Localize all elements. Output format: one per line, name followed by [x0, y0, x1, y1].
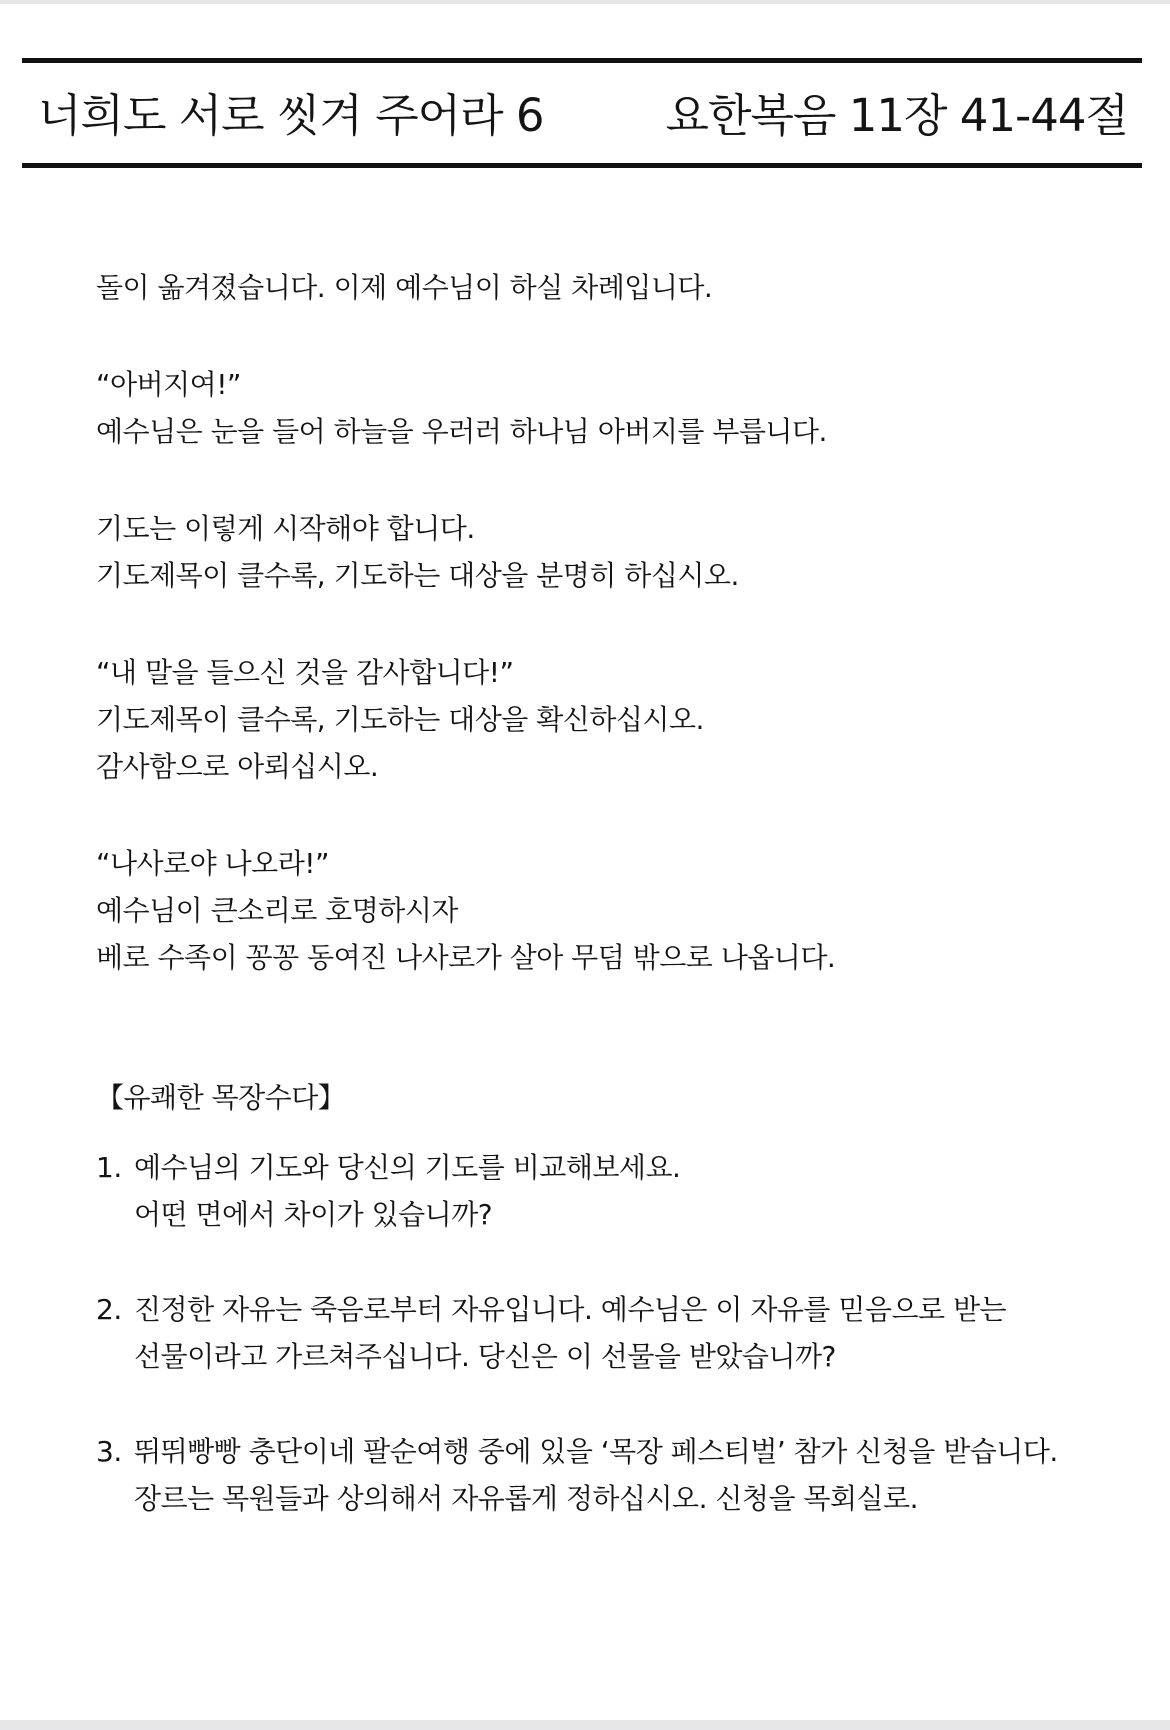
text-line: 예수님이 큰소리로 호명하시자	[96, 894, 458, 927]
question-line: 장르는 목원들과 상의해서 자유롭게 정하십시오. 신청을 목회실로.	[134, 1482, 919, 1515]
paragraph	[96, 361, 1096, 455]
document-page	[0, 4, 1170, 1720]
question-number: 1.	[96, 1151, 122, 1184]
question-line: 선물이라고 가르쳐주십니다. 당신은 이 선물을 받았습니까?	[134, 1340, 836, 1373]
text-line: “내 말을 들으신 것을 감사합니다!”	[96, 656, 514, 689]
scripture-reference: 요한복음 11장 41-44절	[665, 89, 1128, 142]
text-line: 돌이 옮겨졌습니다. 이제 예수님이 하실 차례입니다.	[96, 271, 713, 304]
text-line: 베로 수족이 꽁꽁 동여진 나사로가 살아 무덤 밖으로 나옵니다.	[96, 941, 836, 974]
paragraph	[96, 649, 1096, 790]
header-bottom-rule	[22, 163, 1142, 168]
text-line: 기도는 이렇게 시작해야 합니다.	[96, 512, 475, 545]
text-line: “나사로야 나오라!”	[96, 847, 329, 880]
question-number: 2.	[96, 1293, 122, 1326]
question-item	[96, 1428, 1136, 1522]
sermon-body	[96, 264, 1096, 981]
text-line: “아버지여!”	[96, 368, 241, 401]
question-line: 어떤 면에서 차이가 있습니까?	[134, 1198, 493, 1231]
question-line: 뛰뛰빵빵 충단이네 팔순여행 중에 있을 ‘목장 페스티벌’ 참가 신청을 받습니다.	[134, 1435, 1058, 1468]
question-line: 진정한 자유는 죽음로부터 자유입니다. 예수님은 이 자유를 믿음으로 받는	[134, 1293, 1007, 1326]
sermon-title: 너희도 서로 씻겨 주어라 6	[38, 89, 544, 142]
text-line: 예수님은 눈을 들어 하늘을 우러러 하나님 아버지를 부릅니다.	[96, 415, 827, 448]
question-item	[96, 1144, 1136, 1238]
section-title: 【유쾌한 목장수다】	[96, 1081, 346, 1114]
question-item	[96, 1286, 1136, 1380]
text-line: 기도제목이 클수록, 기도하는 대상을 분명히 하십시오.	[96, 559, 739, 592]
header-top-rule	[22, 58, 1142, 63]
question-line: 예수님의 기도와 당신의 기도를 비교해보세요.	[134, 1151, 681, 1184]
paragraph	[96, 840, 1096, 981]
paragraph	[96, 264, 1096, 311]
paragraph	[96, 505, 1096, 599]
discussion-questions	[96, 1144, 1136, 1570]
question-number: 3.	[96, 1435, 122, 1468]
text-line: 감사함으로 아뢰십시오.	[96, 750, 379, 783]
text-line: 기도제목이 클수록, 기도하는 대상을 확신하십시오.	[96, 703, 704, 736]
